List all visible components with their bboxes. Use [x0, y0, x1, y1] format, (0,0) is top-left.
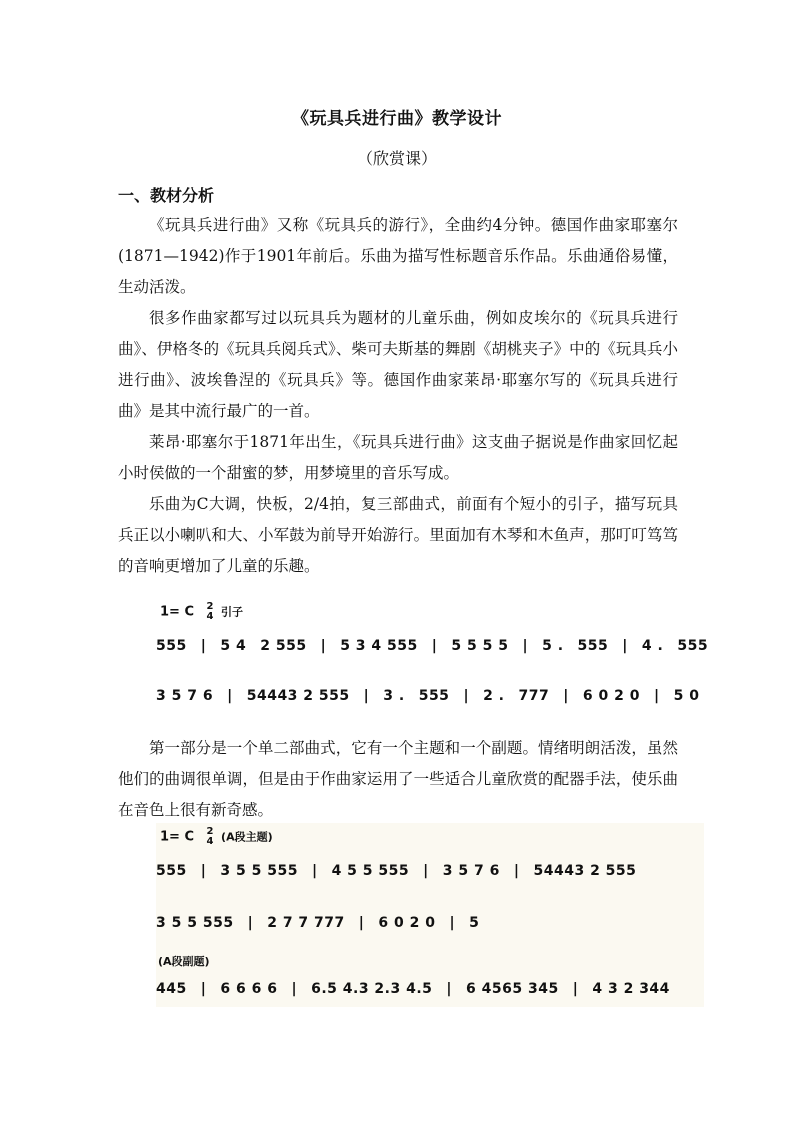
score-line-1: 555 | 5 4 2 555 | 5 3 4 555 | 5 5 5 5 | 5 . 555 | 4 . 555 [156, 638, 709, 654]
paragraph-form: 乐曲为C大调，快板，2/4拍，复三部曲式，前面有个短小的引子，描写玩具兵正以小喇叭和大、小军鼓为前导开始游行。里面加有木琴和木鱼声，那叮叮笃笃的音响更增加了儿童的乐趣。 [118, 495, 678, 575]
paragraph-jessel: 莱昂·耶塞尔于1871年出生，《玩具兵进行曲》这支曲子据说是作曲家回忆起小时侯做的一个甜蜜的梦，用梦境里的音乐写成。 [118, 433, 678, 482]
score-line-2: 3 5 7 6 | 54443 2 555 | 3 . 555 | 2 . 777 | 6 0 2 0 | 5 0 [156, 688, 700, 704]
document-subtitle: （欣赏课） [356, 149, 437, 168]
section-heading: 一、教材分析 [118, 186, 215, 205]
paragraph-part-one: 第一部分是一个单二部曲式，它有一个主题和一个副题。情绪明朗活泼，虽然他们的曲调很单调，但是由于作曲家运用了一些适合儿童欣赏的配器手法，使乐曲在音色上很有新奇感。 [118, 739, 678, 819]
score-introduction [156, 600, 709, 720]
score-sub-theme-label: (A段副题) [158, 955, 210, 968]
score-key-signature-a: 1= C 2 4 (A段主题) [160, 826, 273, 847]
document-title: 《玩具兵进行曲》教学设计 [292, 109, 502, 129]
score-key-signature: 1= C 2 4 引子 [160, 601, 244, 622]
paragraph-composers: 很多作曲家都写过以玩具兵为题材的儿童乐曲，例如皮埃尔的《玩具兵进行曲》、伊格冬的《玩具兵阅兵式》、柴可夫斯基的舞剧《胡桃夹子》中的《玩具兵小进行曲》、波埃鲁涅的《玩具兵》等。德国作曲家莱昂·耶塞尔写的《玩具兵进行曲》是其中流行最广的一首。 [118, 309, 678, 420]
score-a-line-2: 3 5 5 555 | 2 7 7 777 | 6 0 2 0 | 5 [156, 915, 480, 931]
score-a-line-3: 445 | 6 6 6 6 | 6.5 4.3 2.3 4.5 | 6 4565 345 | 4 3 2 344 [156, 981, 670, 997]
paragraph-intro: 《玩具兵进行曲》又称《玩具兵的游行》，全曲约4分钟。德国作曲家耶塞尔(1871—1942)作于1901年前后。乐曲为描写性标题音乐作品。乐曲通俗易懂，生动活泼。 [118, 216, 678, 296]
score-a-line-1: 555 | 3 5 5 555 | 4 5 5 555 | 3 5 7 6 | 54443 2 555 [156, 863, 637, 879]
score-section-a [156, 823, 704, 1007]
